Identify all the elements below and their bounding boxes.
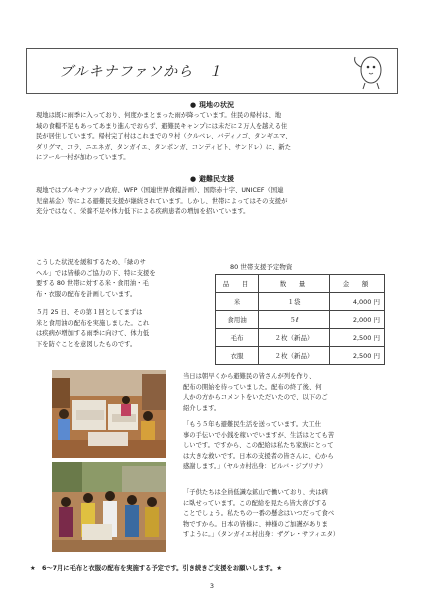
cell-quantity: ２枚（新品）: [259, 347, 330, 365]
text-line: 当日は朝早くから避難民の皆さんが列を作り、: [183, 373, 316, 380]
cell-quantity: ２枚（新品）: [259, 329, 330, 347]
text-line: ダリグマ、コラ、ニエネガ、タンガイエ、タンボンガ、コンディビト、サンドレ）に、新た: [36, 143, 292, 151]
situation-paragraph: [36, 111, 396, 164]
text-line: 現地は既に雨季に入っており、何度かまとまった雨が降っています。住民の帰村は、地: [36, 112, 282, 119]
table-title: 80 世帯支援予定物資: [230, 263, 293, 271]
text-line: ことでしょう。私たちの一番の懸念はいつだって食べ: [183, 510, 335, 517]
text-line: 感謝します。」（ヤルカ村出身：ビルバ・ジブリナ）: [183, 463, 327, 470]
text-line: は疾病が増加する雨季に向けて、体力低: [36, 330, 150, 337]
mascot-illustration: [345, 53, 389, 91]
cell-amount: 2,000 円: [330, 311, 385, 329]
section-heading-support: ● 避難民支援: [189, 175, 235, 183]
text-line: 域の食糧不足もあってあまり進んでおらず、避難民キャンプには未だに２万人を越える住: [36, 122, 288, 130]
text-line: 人かの方からコメントをいただいたので、以下のご: [183, 394, 328, 401]
plan-paragraph: [36, 258, 206, 350]
cell-item: 衣服: [216, 347, 259, 365]
text-line: 「もう５年も避難民生活を送っています。大工仕: [183, 421, 322, 428]
table-row: [216, 311, 385, 329]
table-row: [216, 329, 385, 347]
text-line: ５月 25 日、その第１回としてまずは: [36, 309, 143, 316]
text-line: 下を防ぐことを意図したものです。: [36, 340, 137, 348]
support-paragraph: [36, 186, 396, 218]
cell-item: 毛布: [216, 329, 259, 347]
text-line: ヘル」では皆様のご協力の下、特に支援を: [36, 269, 156, 277]
photo-rice-distribution: [52, 370, 166, 458]
text-line: にフール一村が加わっています。: [36, 154, 130, 161]
text-line: 事の手伝いで小銭を稼いでいますが、生活はとても苦: [183, 431, 335, 439]
text-line: 現地ではブルキナファソ政府、WFP（国連世界食糧計画）、国際赤十字、UNICEF（国連: [36, 187, 284, 194]
paragraph-gap: [36, 300, 206, 308]
bullet-icon: ●: [189, 175, 197, 183]
text-line: 物ですから。日本の皆様に、神様のご加護がありま: [183, 520, 328, 528]
text-line: こうした状況を緩和するため、「緑のサ: [36, 259, 146, 266]
table-row: [216, 347, 385, 365]
cell-item: 米: [216, 293, 259, 311]
text-line: すように。」（タンガイエ村出身：ザグレ・サフィエタ）: [183, 531, 340, 538]
text-line: 布・衣服の配布を計画しています。: [36, 290, 137, 298]
comment-zagre: [183, 488, 398, 541]
text-line: 「子供たちは全員低識な鉱山で働いており、夫は病: [183, 489, 328, 496]
comments-intro: [183, 372, 398, 414]
cell-amount: 2,500 円: [330, 329, 385, 347]
footer-announcement: ★ 6〜7月に毛布と衣服の配布を実施する予定です。引き続きご支援をお願いします。★: [30, 565, 283, 572]
text-line: は大きな救いです。日本の支援者の皆さんに、心から: [183, 452, 334, 460]
text-line: に臥せっています。この配給を見たら皆大喜びする: [183, 499, 328, 507]
bullet-icon: ●: [189, 101, 197, 109]
supplies-table: [215, 274, 385, 365]
header-amount: 金 額: [330, 275, 385, 293]
text-line: 要する 80 世帯に対する米・食用油・毛: [36, 280, 149, 287]
header-quantity: 数 量: [259, 275, 330, 293]
text-line: 紹介します。: [183, 404, 221, 412]
text-line: しいです。ですから、この配給は私たち家族にとって: [183, 442, 334, 449]
table-header-row: [216, 275, 385, 293]
cell-quantity: ５ℓ: [259, 311, 330, 329]
page-title: ブルキナファソから １: [59, 64, 224, 80]
comment-bilba: [183, 420, 398, 473]
title-box: [26, 48, 398, 94]
section-heading-situation: ● 現地の状況: [189, 101, 235, 109]
cell-item: 食用油: [216, 311, 259, 329]
text-line: 充分ではなく、栄養不足や体力低下による疾病患者の増加を招いています。: [36, 208, 250, 215]
header-item: 品 目: [216, 275, 259, 293]
photo-women-with-supplies: [52, 462, 166, 552]
page-number: 3: [209, 582, 215, 590]
table-row: [216, 293, 385, 311]
cell-amount: 4,000 円: [330, 293, 385, 311]
text-line: 配布の開始を待っていました。配布の終了後、何: [183, 383, 322, 391]
cell-quantity: １袋: [259, 293, 330, 311]
text-line: 米と食用油の配布を実施しました。これ: [36, 319, 150, 327]
text-line: 児童基金）等による避難民支援が継続されています。しかし、世帯によってはその支援が: [36, 197, 288, 205]
cell-amount: 2,500 円: [330, 347, 385, 365]
text-line: 民が居住しています。帰村完了村はこれまでの９村（クルベレ、バディノゴ、タンギエマ、: [36, 133, 292, 140]
